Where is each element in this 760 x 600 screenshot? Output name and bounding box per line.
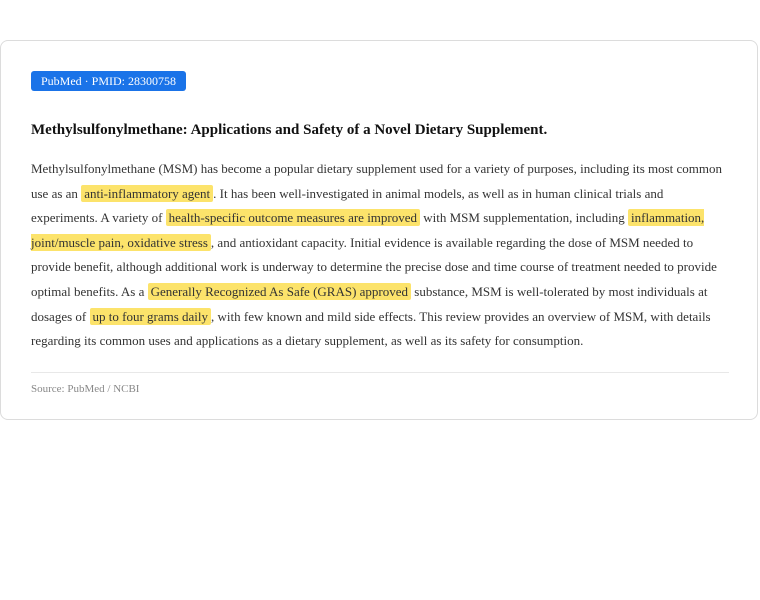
abstract-segment: , with few known and mild side effects. This review provides an overview of MSM, with details regarding its common uses and applications as a dietary supplement, as well as its safety for consumption. (31, 308, 711, 349)
article-card (0, 40, 758, 420)
abstract-segment: Methylsulfonylmethane (MSM) has become a popular dietary supplement used for a variety of purposes, including its most common use as an (31, 161, 723, 201)
source-badge: PubMed · PMID: 28300758 (31, 71, 186, 91)
highlight-phrase: anti-inflammatory agent (81, 185, 213, 202)
source-caption: Source: PubMed / NCBI (31, 382, 140, 395)
abstract-segment: , and antioxidant capacity. Initial evidence is available regarding the dose of MSM needed to provide benefit, although additional work is underway to determine the precise dose and time course of treatment needed to provide optimal benefits. As a (31, 234, 717, 299)
abstract-text (31, 157, 729, 354)
abstract-segment: . It has been well-investigated in animal models, as well as in human clinical trials and experiments. A variety of (31, 185, 664, 226)
highlight-phrase: up to four grams daily (90, 308, 212, 325)
highlight-phrase: health-specific outcome measures are improved (166, 209, 420, 226)
highlight-phrase: inflammation, joint/muscle pain, oxidative stress (31, 210, 705, 250)
abstract-segment: substance, MSM is well-tolerated by most individuals at dosages of (31, 283, 708, 324)
abstract-segment: with MSM supplementation, including (423, 210, 625, 226)
divider (31, 372, 729, 373)
highlight-phrase: Generally Recognized As Safe (GRAS) approved (148, 283, 411, 300)
article-title: Methylsulfonylmethane: Applications and Safety of a Novel Dietary Supplement. (31, 122, 548, 138)
